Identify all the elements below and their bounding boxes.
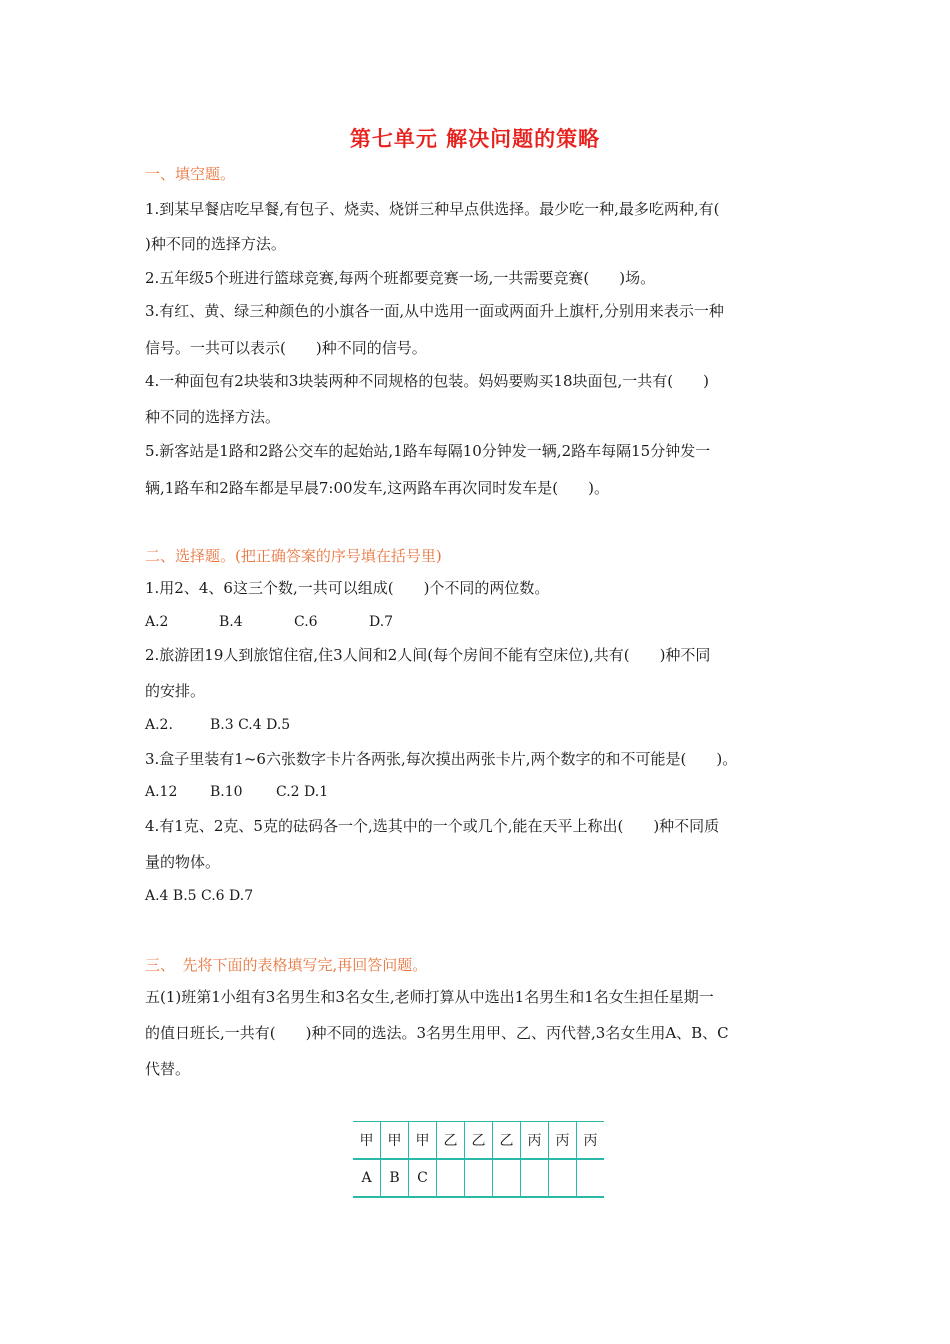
table-row-girls <box>353 1159 604 1197</box>
table-cell: 丙 <box>577 1122 605 1160</box>
s1-line-8: 5.新客站是1路和2路公交车的起始站,1路车每隔10分钟发一辆,2路车每隔15分钟发一 <box>145 442 711 460</box>
table-cell: 乙 <box>437 1122 465 1160</box>
table-cell-empty[interactable] <box>521 1159 549 1197</box>
s2-q3-options-cd: C.2 D.1 <box>276 784 329 800</box>
s3-line-2: 的值日班长,一共有( )种不同的选法。3名男生用甲、乙、丙代替,3名女生用A、B、C <box>145 1024 729 1042</box>
table-cell: 乙 <box>465 1122 493 1160</box>
section3-heading: 三、 先将下面的表格填写完,再回答问题。 <box>145 956 428 974</box>
table-cell: A <box>353 1159 381 1197</box>
s1-line-2: )种不同的选择方法。 <box>145 235 286 253</box>
table-cell: 甲 <box>381 1122 409 1160</box>
table-cell-empty[interactable] <box>437 1159 465 1197</box>
s3-line-3: 代替。 <box>145 1060 191 1078</box>
page-title: 第七单元 解决问题的策略 <box>349 126 601 151</box>
s2-q3-option-a: A.12 <box>145 784 178 800</box>
s2-q1-option-c: C.6 <box>294 614 318 630</box>
table-cell-empty[interactable] <box>465 1159 493 1197</box>
table-row-boys <box>353 1122 604 1160</box>
table-cell: 乙 <box>493 1122 521 1160</box>
table-cell: B <box>381 1159 409 1197</box>
s1-line-5: 信号。一共可以表示( )种不同的信号。 <box>145 339 427 357</box>
table-cell-empty[interactable] <box>493 1159 521 1197</box>
table-cell-empty[interactable] <box>577 1159 605 1197</box>
table-cell-empty[interactable] <box>549 1159 577 1197</box>
s2-q1: 1.用2、4、6这三个数,一共可以组成( )个不同的两位数。 <box>145 579 550 597</box>
s2-q4-line-1: 4.有1克、2克、5克的砝码各一个,选其中的一个或几个,能在天平上称出( )种不同质 <box>145 817 720 835</box>
s2-q3: 3.盒子里装有1~6六张数字卡片各两张,每次摸出两张卡片,两个数字的和不可能是( )。 <box>145 750 738 768</box>
s2-q2-option-a: A.2. <box>145 717 173 733</box>
section1-heading: 一、填空题。 <box>145 165 236 183</box>
table-cell: 甲 <box>409 1122 437 1160</box>
s1-line-3: 2.五年级5个班进行篮球竞赛,每两个班都要竞赛一场,一共需要竞赛( )场。 <box>145 269 656 287</box>
s2-q1-option-a: A.2 <box>145 614 169 630</box>
combination-table <box>353 1121 604 1198</box>
table-cell: 丙 <box>549 1122 577 1160</box>
section2-heading: 二、选择题。(把正确答案的序号填在括号里) <box>145 547 442 565</box>
s1-line-7: 种不同的选择方法。 <box>145 408 281 426</box>
table-cell: 丙 <box>521 1122 549 1160</box>
s2-q2-line-1: 2.旅游团19人到旅馆住宿,住3人间和2人间(每个房间不能有空床位),共有( )种不同 <box>145 646 711 664</box>
s2-q1-option-d: D.7 <box>369 614 394 630</box>
table-cell: C <box>409 1159 437 1197</box>
s2-q1-option-b: B.4 <box>219 614 243 630</box>
s2-q2-line-2: 的安排。 <box>145 682 206 700</box>
s1-line-9: 辆,1路车和2路车都是早晨7:00发车,这两路车再次同时发车是( )。 <box>145 479 610 497</box>
s2-q4-options: A.4 B.5 C.6 D.7 <box>145 888 254 904</box>
s1-line-1: 1.到某早餐店吃早餐,有包子、烧卖、烧饼三种早点供选择。最少吃一种,最多吃两种,有( <box>145 200 720 218</box>
s1-line-6: 4.一种面包有2块装和3块装两种不同规格的包装。妈妈要购买18块面包,一共有( ) <box>145 372 709 390</box>
s2-q4-line-2: 量的物体。 <box>145 853 221 871</box>
table-cell: 甲 <box>353 1122 381 1160</box>
s2-q3-option-b: B.10 <box>210 784 243 800</box>
s3-line-1: 五(1)班第1小组有3名男生和3名女生,老师打算从中选出1名男生和1名女生担任星期一 <box>145 988 714 1006</box>
s1-line-4: 3.有红、黄、绿三种颜色的小旗各一面,从中选用一面或两面升上旗杆,分别用来表示一种 <box>145 302 724 320</box>
s2-q2-options-bcd: B.3 C.4 D.5 <box>210 717 291 733</box>
